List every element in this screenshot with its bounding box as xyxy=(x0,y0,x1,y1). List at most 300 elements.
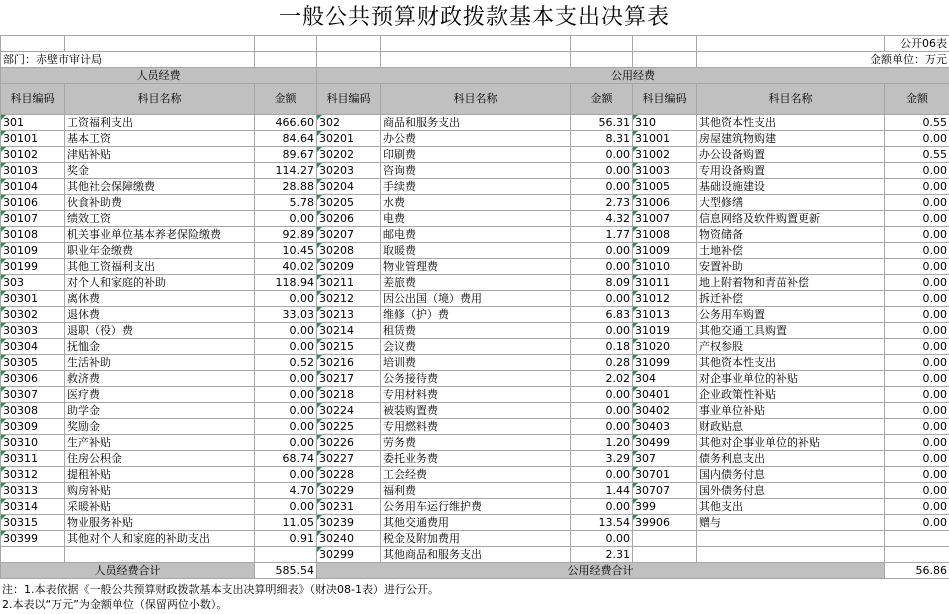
item-name: 对企事业单位的补贴 xyxy=(697,371,885,387)
item-code: 30305 xyxy=(1,355,65,371)
item-code: 30306 xyxy=(1,371,65,387)
footnote-2: 2.本表以“万元”为金额单位（保留两位小数）。 xyxy=(2,598,228,611)
item-amount: 0.00 xyxy=(571,163,633,179)
table-row xyxy=(1,515,949,531)
item-name: 委托业务费 xyxy=(381,451,571,467)
item-amount: 5.78 xyxy=(255,195,317,211)
item-name: 取暖费 xyxy=(381,243,571,259)
table-row xyxy=(1,131,949,147)
item-amount: 0.00 xyxy=(885,371,949,387)
item-name: 公务接待费 xyxy=(381,371,571,387)
table-row xyxy=(1,147,949,163)
item-name: 企业政策性补贴 xyxy=(697,387,885,403)
col-header-name: 科目名称 xyxy=(697,84,885,115)
report-title: 一般公共预算财政拨款基本支出决算表 xyxy=(278,5,670,30)
item-code: 30308 xyxy=(1,403,65,419)
item-amount: 0.00 xyxy=(885,275,949,291)
item-name: 其他对企事业单位的补贴 xyxy=(697,435,885,451)
item-name: 水费 xyxy=(381,195,571,211)
item-code: 30224 xyxy=(317,403,381,419)
item-name: 其他工资福利支出 xyxy=(65,259,255,275)
item-amount: 0.00 xyxy=(885,435,949,451)
item-amount: 0.00 xyxy=(571,387,633,403)
item-code: 30228 xyxy=(317,467,381,483)
item-code: 30101 xyxy=(1,131,65,147)
item-code: 30701 xyxy=(633,467,697,483)
item-amount: 0.00 xyxy=(885,515,949,531)
item-code: 30399 xyxy=(1,531,65,547)
item-name: 安置补助 xyxy=(697,259,885,275)
item-name: 办公设备购置 xyxy=(697,147,885,163)
item-name: 土地补偿 xyxy=(697,243,885,259)
item-code: 31006 xyxy=(633,195,697,211)
item-code: 30207 xyxy=(317,227,381,243)
total-public-value: 56.86 xyxy=(885,563,949,579)
item-amount: 0.18 xyxy=(571,339,633,355)
item-code: 31011 xyxy=(633,275,697,291)
item-name: 其他交通工具购置 xyxy=(697,323,885,339)
item-name: 医疗费 xyxy=(65,387,255,403)
item-amount: 0.00 xyxy=(571,147,633,163)
item-amount: 2.31 xyxy=(571,547,633,563)
item-amount: 0.00 xyxy=(885,419,949,435)
item-amount: 56.31 xyxy=(571,115,633,131)
item-name: 物资储备 xyxy=(697,227,885,243)
item-name: 手续费 xyxy=(381,179,571,195)
item-amount: 89.67 xyxy=(255,147,317,163)
table-row xyxy=(1,339,949,355)
table-row xyxy=(1,115,949,131)
item-amount: 28.88 xyxy=(255,179,317,195)
item-code: 31013 xyxy=(633,307,697,323)
item-code: 30206 xyxy=(317,211,381,227)
table-row xyxy=(1,483,949,499)
item-code: 30402 xyxy=(633,403,697,419)
table-row xyxy=(1,323,949,339)
item-code: 30304 xyxy=(1,339,65,355)
item-code: 31003 xyxy=(633,163,697,179)
item-code: 304 xyxy=(633,371,697,387)
item-code: 30239 xyxy=(317,515,381,531)
item-amount: 1.20 xyxy=(571,435,633,451)
item-name: 退休费 xyxy=(65,307,255,323)
table-row xyxy=(1,499,949,515)
item-amount: 92.89 xyxy=(255,227,317,243)
item-code: 30240 xyxy=(317,531,381,547)
item-code: 30226 xyxy=(317,435,381,451)
item-name: 住房公积金 xyxy=(65,451,255,467)
item-code xyxy=(633,531,697,547)
item-amount: 0.00 xyxy=(571,467,633,483)
item-name: 租赁费 xyxy=(381,323,571,339)
section-header-public: 公用经费 xyxy=(317,68,949,84)
item-amount: 0.28 xyxy=(571,355,633,371)
item-code: 31009 xyxy=(633,243,697,259)
item-code: 30208 xyxy=(317,243,381,259)
table-row xyxy=(1,275,949,291)
item-code: 30302 xyxy=(1,307,65,323)
item-amount: 0.00 xyxy=(885,243,949,259)
item-code: 31001 xyxy=(633,131,697,147)
item-code: 30212 xyxy=(317,291,381,307)
section-header-personnel: 人员经费 xyxy=(1,68,317,84)
item-name: 其他社会保障缴费 xyxy=(65,179,255,195)
item-amount: 1.77 xyxy=(571,227,633,243)
item-amount: 0.00 xyxy=(571,403,633,419)
item-code: 31007 xyxy=(633,211,697,227)
item-amount: 4.32 xyxy=(571,211,633,227)
item-name: 离休费 xyxy=(65,291,255,307)
table-row xyxy=(1,227,949,243)
item-amount: 0.00 xyxy=(571,531,633,547)
unit-label: 金额单位：万元 xyxy=(697,52,949,68)
table-row xyxy=(1,403,949,419)
item-name: 差旅费 xyxy=(381,275,571,291)
total-personnel-value: 585.54 xyxy=(255,563,317,579)
item-amount: 1.44 xyxy=(571,483,633,499)
item-amount: 0.00 xyxy=(885,323,949,339)
item-name: 培训费 xyxy=(381,355,571,371)
item-code: 30109 xyxy=(1,243,65,259)
item-amount xyxy=(885,547,949,563)
item-name: 国内债务付息 xyxy=(697,467,885,483)
item-name: 债务利息支出 xyxy=(697,451,885,467)
item-code: 30315 xyxy=(1,515,65,531)
item-code: 30311 xyxy=(1,451,65,467)
item-code: 30203 xyxy=(317,163,381,179)
item-amount: 0.00 xyxy=(571,259,633,275)
item-name: 购房补贴 xyxy=(65,483,255,499)
item-name: 商品和服务支出 xyxy=(381,115,571,131)
item-amount: 0.00 xyxy=(885,307,949,323)
item-amount: 2.73 xyxy=(571,195,633,211)
item-name: 对个人和家庭的补助 xyxy=(65,275,255,291)
item-name: 基础设施建设 xyxy=(697,179,885,195)
item-name: 基本工资 xyxy=(65,131,255,147)
total-personnel-label: 人员经费合计 xyxy=(1,563,255,579)
item-code: 30108 xyxy=(1,227,65,243)
item-amount: 3.29 xyxy=(571,451,633,467)
col-header-name: 科目名称 xyxy=(65,84,255,115)
item-code: 31005 xyxy=(633,179,697,195)
item-amount: 0.00 xyxy=(255,323,317,339)
item-amount: 13.54 xyxy=(571,515,633,531)
item-name: 公务用车购置 xyxy=(697,307,885,323)
item-name: 因公出国（境）费用 xyxy=(381,291,571,307)
item-amount: 0.00 xyxy=(255,387,317,403)
item-code: 30104 xyxy=(1,179,65,195)
item-name: 提租补贴 xyxy=(65,467,255,483)
item-code: 30310 xyxy=(1,435,65,451)
table-row xyxy=(1,211,949,227)
item-amount: 0.00 xyxy=(885,499,949,515)
item-code: 30231 xyxy=(317,499,381,515)
item-code: 30307 xyxy=(1,387,65,403)
item-amount: 0.00 xyxy=(571,179,633,195)
item-code: 302 xyxy=(317,115,381,131)
item-amount: 0.00 xyxy=(255,499,317,515)
item-code: 30107 xyxy=(1,211,65,227)
item-code: 30202 xyxy=(317,147,381,163)
total-public-label: 公用经费合计 xyxy=(317,563,885,579)
item-code: 30201 xyxy=(317,131,381,147)
footnotes xyxy=(2,582,942,612)
item-amount: 0.55 xyxy=(885,147,949,163)
item-code: 30213 xyxy=(317,307,381,323)
expenditure-table xyxy=(0,35,949,579)
item-name: 专用设备购置 xyxy=(697,163,885,179)
item-amount: 0.55 xyxy=(885,115,949,131)
item-name: 职业年金缴费 xyxy=(65,243,255,259)
item-code: 301 xyxy=(1,115,65,131)
item-amount: 8.31 xyxy=(571,131,633,147)
item-name: 劳务费 xyxy=(381,435,571,451)
form-number: 公开06表 xyxy=(885,36,949,52)
item-amount: 2.02 xyxy=(571,371,633,387)
col-header-amount: 金额 xyxy=(885,84,949,115)
item-name: 国外债务付息 xyxy=(697,483,885,499)
item-name: 助学金 xyxy=(65,403,255,419)
item-name xyxy=(65,547,255,563)
item-amount: 0.00 xyxy=(571,323,633,339)
item-amount: 6.83 xyxy=(571,307,633,323)
item-code: 31010 xyxy=(633,259,697,275)
item-amount: 0.00 xyxy=(885,291,949,307)
item-name: 绩效工资 xyxy=(65,211,255,227)
item-name: 咨询费 xyxy=(381,163,571,179)
item-code: 30106 xyxy=(1,195,65,211)
item-code: 30314 xyxy=(1,499,65,515)
item-name: 采暖补贴 xyxy=(65,499,255,515)
item-amount: 0.00 xyxy=(885,227,949,243)
item-name: 办公费 xyxy=(381,131,571,147)
item-code: 30204 xyxy=(317,179,381,195)
item-code: 31008 xyxy=(633,227,697,243)
table-row xyxy=(1,291,949,307)
item-name: 工会经费 xyxy=(381,467,571,483)
item-name: 奖金 xyxy=(65,163,255,179)
item-code: 30309 xyxy=(1,419,65,435)
item-amount: 0.00 xyxy=(571,499,633,515)
col-header-amount: 金额 xyxy=(571,84,633,115)
item-name: 其他支出 xyxy=(697,499,885,515)
item-name: 赠与 xyxy=(697,515,885,531)
item-code: 30303 xyxy=(1,323,65,339)
table-row xyxy=(1,531,949,547)
item-amount xyxy=(885,531,949,547)
item-amount: 0.00 xyxy=(885,387,949,403)
item-amount: 68.74 xyxy=(255,451,317,467)
item-code: 31019 xyxy=(633,323,697,339)
item-code: 30214 xyxy=(317,323,381,339)
item-amount: 0.00 xyxy=(885,467,949,483)
item-amount: 118.94 xyxy=(255,275,317,291)
item-amount: 0.00 xyxy=(885,339,949,355)
table-row xyxy=(1,243,949,259)
item-amount: 0.00 xyxy=(571,419,633,435)
item-name: 大型修缮 xyxy=(697,195,885,211)
item-amount: 0.00 xyxy=(885,195,949,211)
item-code: 399 xyxy=(633,499,697,515)
table-row xyxy=(1,195,949,211)
item-name: 奖励金 xyxy=(65,419,255,435)
department-label: 部门：赤壁市审计局 xyxy=(1,52,255,68)
item-name: 专用燃料费 xyxy=(381,419,571,435)
item-amount: 40.02 xyxy=(255,259,317,275)
item-name: 生产补贴 xyxy=(65,435,255,451)
item-code: 30103 xyxy=(1,163,65,179)
item-code: 31020 xyxy=(633,339,697,355)
table-row xyxy=(1,435,949,451)
item-name: 印刷费 xyxy=(381,147,571,163)
item-amount: 0.00 xyxy=(255,211,317,227)
table-row xyxy=(1,371,949,387)
table-row xyxy=(1,547,949,563)
item-code: 30205 xyxy=(317,195,381,211)
table-row xyxy=(1,179,949,195)
item-name: 其他资本性支出 xyxy=(697,355,885,371)
item-amount: 33.03 xyxy=(255,307,317,323)
item-code: 30301 xyxy=(1,291,65,307)
item-code: 30313 xyxy=(1,483,65,499)
item-code: 30312 xyxy=(1,467,65,483)
item-amount: 0.00 xyxy=(255,339,317,355)
item-amount: 0.00 xyxy=(255,291,317,307)
item-name: 被装购置费 xyxy=(381,403,571,419)
item-code: 30499 xyxy=(633,435,697,451)
item-amount: 0.00 xyxy=(255,419,317,435)
item-amount: 0.52 xyxy=(255,355,317,371)
col-header-amount: 金额 xyxy=(255,84,317,115)
table-row xyxy=(1,419,949,435)
item-code: 30217 xyxy=(317,371,381,387)
item-name: 电费 xyxy=(381,211,571,227)
item-name: 生活补助 xyxy=(65,355,255,371)
item-name: 抚恤金 xyxy=(65,339,255,355)
item-amount: 0.00 xyxy=(255,371,317,387)
item-code: 30299 xyxy=(317,547,381,563)
item-amount: 466.60 xyxy=(255,115,317,131)
item-name: 拆迁补偿 xyxy=(697,291,885,307)
item-amount: 0.00 xyxy=(255,435,317,451)
item-amount: 0.00 xyxy=(885,451,949,467)
item-code: 310 xyxy=(633,115,697,131)
item-code: 30211 xyxy=(317,275,381,291)
item-code: 303 xyxy=(1,275,65,291)
item-amount: 0.00 xyxy=(571,291,633,307)
item-name: 机关事业单位基本养老保险缴费 xyxy=(65,227,255,243)
item-code: 30227 xyxy=(317,451,381,467)
item-amount xyxy=(255,547,317,563)
item-code: 30403 xyxy=(633,419,697,435)
item-code: 30229 xyxy=(317,483,381,499)
item-amount: 0.00 xyxy=(885,483,949,499)
table-row xyxy=(1,307,949,323)
item-amount: 0.00 xyxy=(885,179,949,195)
item-code: 30215 xyxy=(317,339,381,355)
item-name: 地上附着物和青苗补偿 xyxy=(697,275,885,291)
item-name: 专用材料费 xyxy=(381,387,571,403)
item-name: 工资福利支出 xyxy=(65,115,255,131)
item-amount: 0.91 xyxy=(255,531,317,547)
item-code: 31012 xyxy=(633,291,697,307)
item-name: 物业管理费 xyxy=(381,259,571,275)
item-amount: 0.00 xyxy=(571,243,633,259)
item-code: 30401 xyxy=(633,387,697,403)
item-code: 30707 xyxy=(633,483,697,499)
item-name: 福利费 xyxy=(381,483,571,499)
table-row xyxy=(1,387,949,403)
item-amount: 0.00 xyxy=(255,467,317,483)
item-amount: 0.00 xyxy=(885,163,949,179)
item-amount: 84.64 xyxy=(255,131,317,147)
table-row xyxy=(1,259,949,275)
item-name xyxy=(697,547,885,563)
item-name: 物业服务补贴 xyxy=(65,515,255,531)
item-name: 其他交通费用 xyxy=(381,515,571,531)
item-name: 救济费 xyxy=(65,371,255,387)
item-code xyxy=(633,547,697,563)
item-name: 税金及附加费用 xyxy=(381,531,571,547)
item-amount: 0.00 xyxy=(885,355,949,371)
item-amount: 0.00 xyxy=(255,403,317,419)
item-amount: 4.70 xyxy=(255,483,317,499)
item-code: 31002 xyxy=(633,147,697,163)
item-name: 津贴补贴 xyxy=(65,147,255,163)
item-code: 30218 xyxy=(317,387,381,403)
item-code: 39906 xyxy=(633,515,697,531)
item-amount: 8.09 xyxy=(571,275,633,291)
item-amount: 0.00 xyxy=(885,211,949,227)
table-row xyxy=(1,163,949,179)
item-name: 财政贴息 xyxy=(697,419,885,435)
footnote-1: 注：1.本表依据《一般公共预算财政拨款基本支出决算明细表》（财决08-1表）进行公开。 xyxy=(2,583,439,596)
item-name: 其他资本性支出 xyxy=(697,115,885,131)
item-code: 30225 xyxy=(317,419,381,435)
item-name: 产权参股 xyxy=(697,339,885,355)
item-amount: 10.45 xyxy=(255,243,317,259)
item-name: 其他对个人和家庭的补助支出 xyxy=(65,531,255,547)
col-header-code: 科目编码 xyxy=(633,84,697,115)
table-row xyxy=(1,355,949,371)
item-name: 事业单位补贴 xyxy=(697,403,885,419)
item-name: 维修（护）费 xyxy=(381,307,571,323)
item-name: 退职（役）费 xyxy=(65,323,255,339)
item-code: 30216 xyxy=(317,355,381,371)
item-code: 30199 xyxy=(1,259,65,275)
col-header-name: 科目名称 xyxy=(381,84,571,115)
item-amount: 114.27 xyxy=(255,163,317,179)
table-row xyxy=(1,467,949,483)
item-name: 伙食补助费 xyxy=(65,195,255,211)
item-code: 30209 xyxy=(317,259,381,275)
item-name: 其他商品和服务支出 xyxy=(381,547,571,563)
item-code xyxy=(1,547,65,563)
col-header-code: 科目编码 xyxy=(317,84,381,115)
item-name: 邮电费 xyxy=(381,227,571,243)
item-code: 30102 xyxy=(1,147,65,163)
item-name: 房屋建筑物购建 xyxy=(697,131,885,147)
item-amount: 0.00 xyxy=(885,131,949,147)
item-amount: 0.00 xyxy=(885,403,949,419)
item-amount: 11.05 xyxy=(255,515,317,531)
item-name: 信息网络及软件购置更新 xyxy=(697,211,885,227)
item-code: 31099 xyxy=(633,355,697,371)
item-code: 307 xyxy=(633,451,697,467)
table-row xyxy=(1,451,949,467)
item-amount: 0.00 xyxy=(885,259,949,275)
item-name: 会议费 xyxy=(381,339,571,355)
